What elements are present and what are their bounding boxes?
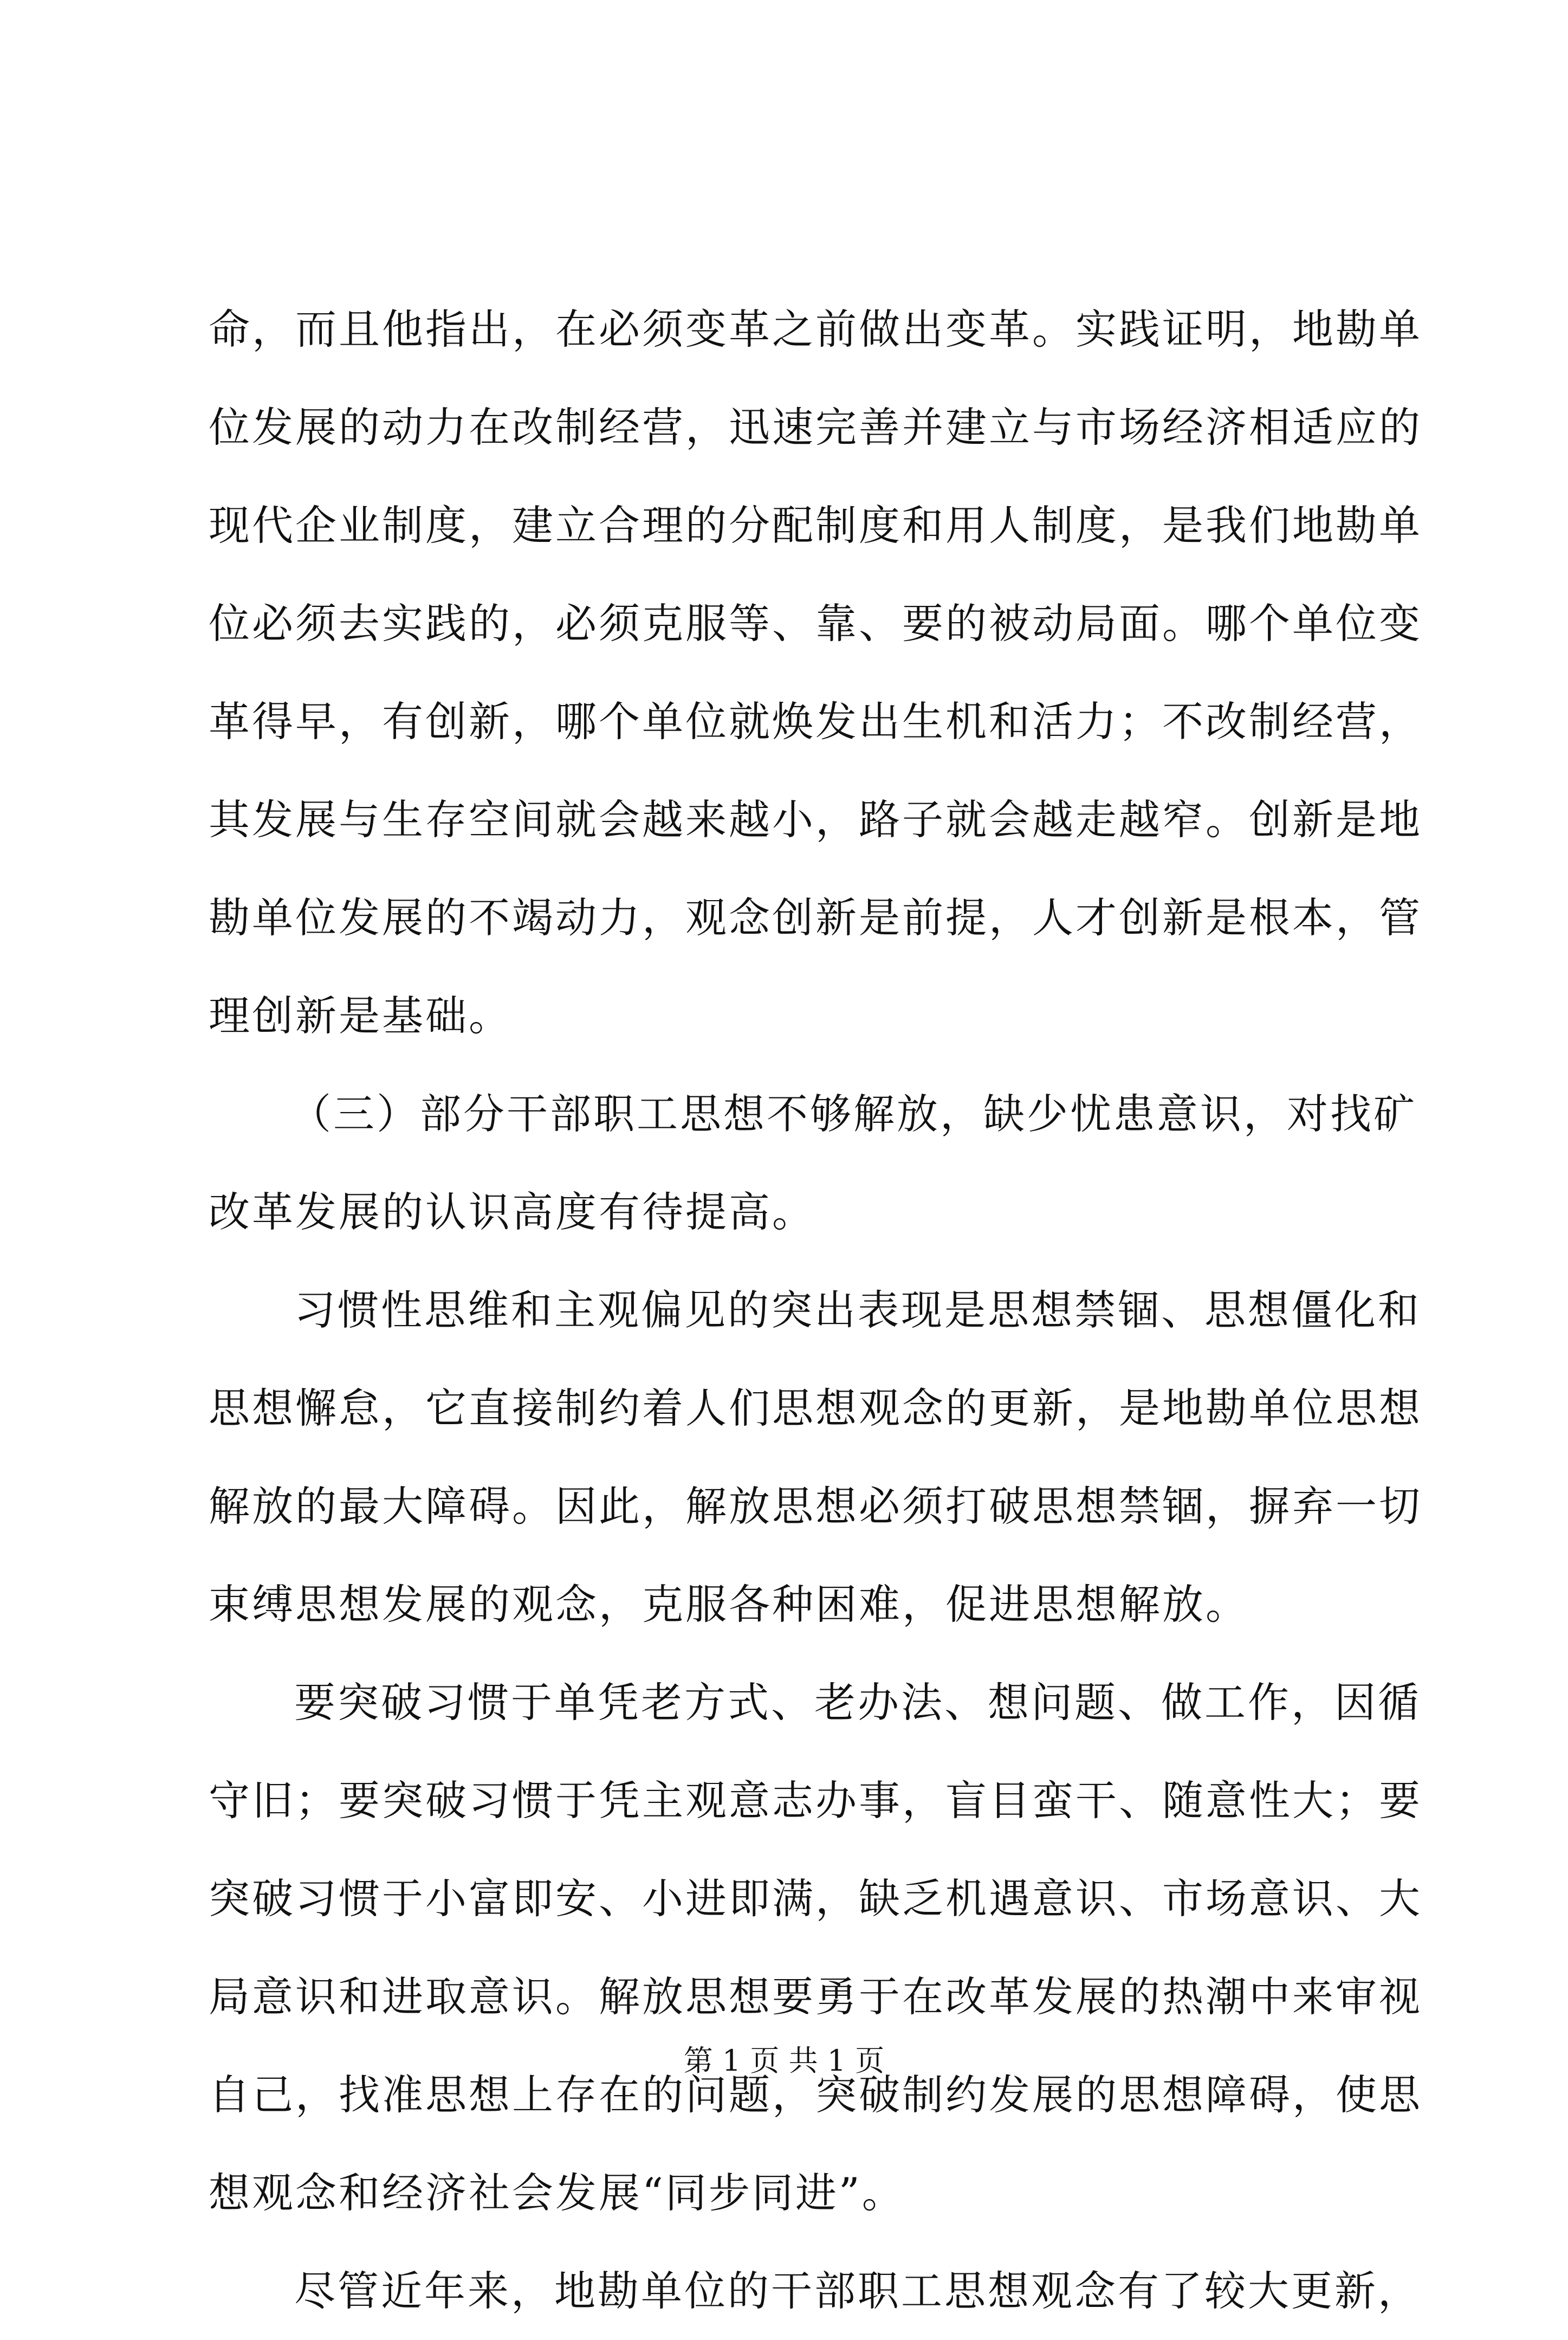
text-line: 思想懈怠，它直接制约着人们思想观念的更新，是地勘单位思想 [209,1384,1422,1432]
page-footer [0,2042,1568,2080]
text-line: 现代企业制度，建立合理的分配制度和用人制度，是我们地勘单 [209,501,1422,550]
text-line: 其发展与生存空间就会越来越小，路子就会越走越窄。创新是地 [209,796,1422,844]
section-heading [209,1065,1417,1261]
text-line: 自己，找准思想上存在的问题，突破制约发展的思想障碍，使思 [209,2071,1422,2119]
text-line: 改革发展的认识高度有待提高。 [209,1188,815,1236]
text-line: 尽管近年来，地勘单位的干部职工思想观念有了较大更新， [294,2267,1421,2315]
paragraph [209,2242,1421,2340]
text-line: 突破习惯于小富即安、小进即满，缺乏机遇意识、市场意识、大 [209,1874,1422,1923]
text-line: 要突破习惯于单凭老方式、老办法、想问题、做工作，因循 [294,1678,1421,1727]
text-line: 解放的最大障碍。因此，解放思想必须打破思想禁锢，摒弃一切 [209,1482,1422,1530]
text-line: 守旧；要突破习惯于凭主观意志办事，盲目蛮干、随意性大；要 [209,1776,1422,1825]
document-body [209,280,1422,2340]
page-number-label: 第 1 页 共 1 页 [683,2044,885,2078]
text-line: 勘单位发展的不竭动力，观念创新是前提，人才创新是根本，管 [209,894,1422,942]
text-line: 位必须去实践的，必须克服等、靠、要的被动局面。哪个单位变 [209,599,1422,648]
text-line: 束缚思想发展的观念，克服各种困难，促进思想解放。 [209,1580,1249,1628]
text-line: 想观念和经济社会发展“同步同进”。 [209,2169,905,2217]
text-line: 命，而且他指出，在必须变革之前做出变革。实践证明，地勘单 [209,305,1422,353]
paragraph [209,1261,1422,1653]
paragraph [209,280,1422,1065]
text-line: 理创新是基础。 [209,992,512,1040]
paragraph [209,1653,1422,2242]
text-line: 位发展的动力在改制经营，迅速完善并建立与市场经济相适应的 [209,403,1422,451]
text-line: （三）部分干部职工思想不够解放，缺少忧患意识，对找矿 [290,1090,1417,1138]
text-line: 革得早，有创新，哪个单位就焕发出生机和活力；不改制经营， [209,697,1422,746]
text-line: 习惯性思维和主观偏见的突出表现是思想禁锢、思想僵化和 [294,1286,1421,1334]
text-line: 局意识和进取意识。解放思想要勇于在改革发展的热潮中来审视 [209,1973,1422,2021]
